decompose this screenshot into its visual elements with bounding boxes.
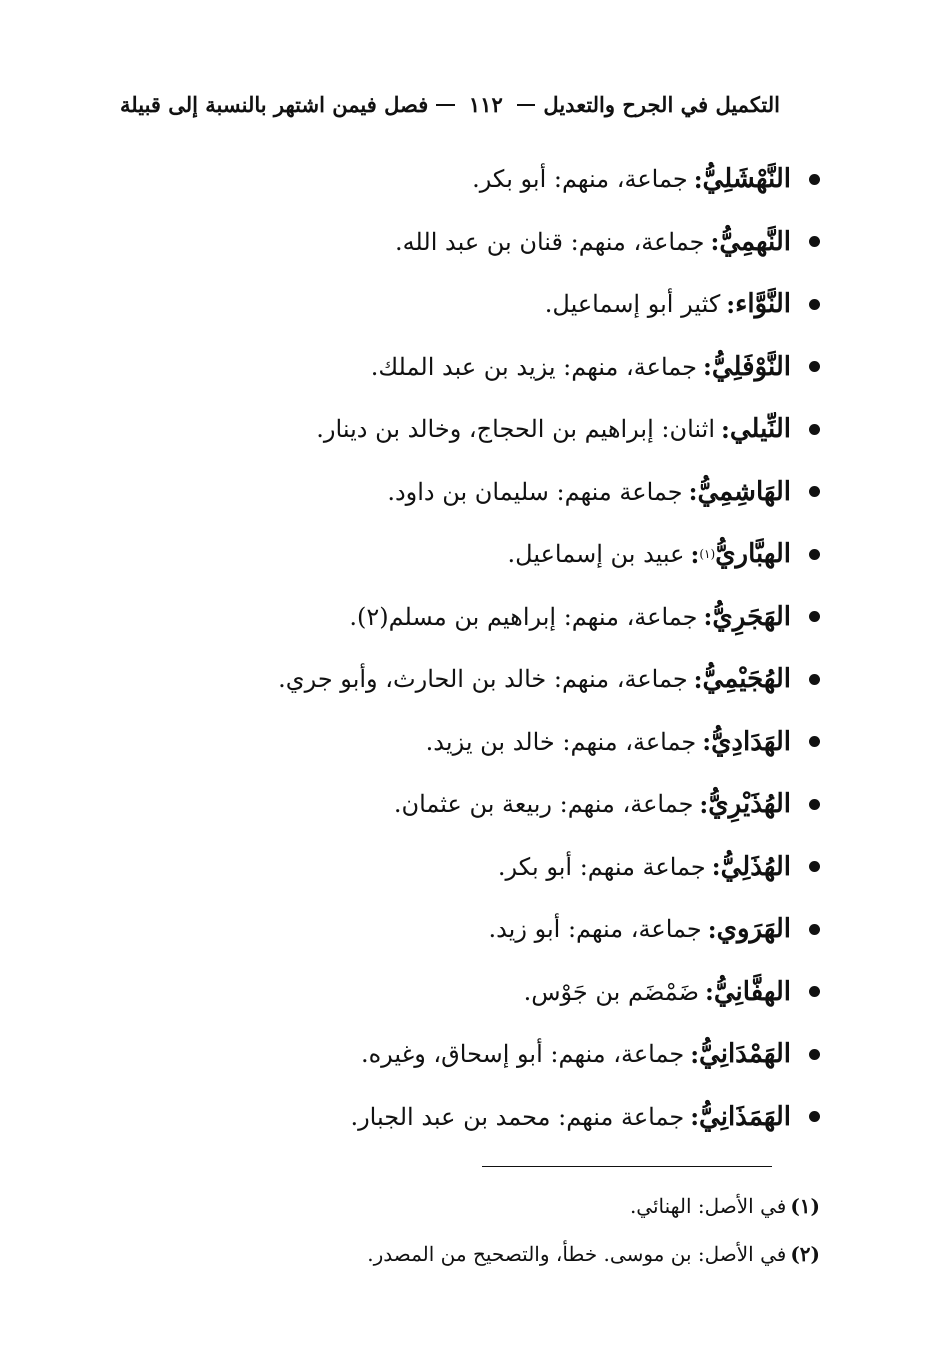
entry-term: الهُذَلِيُّ	[720, 851, 791, 882]
list-item: النِّيلي : اثنان: إبراهيم بن الحجاج، وخالد بن دينار.	[150, 398, 820, 461]
entry-description: عبيد بن إسماعيل.	[507, 540, 685, 569]
entry-description: جماعة، منهم: خالد بن الحارث، وأبو جري.	[278, 665, 688, 694]
entry-term: الهُذَيْرِيُّ	[708, 789, 791, 820]
bullet-icon	[809, 986, 820, 997]
entry-term: النَّهمِيُّ	[719, 226, 791, 257]
list-item: النَّهْشَلِيُّ : جماعة، منهم: أبو بكر.	[150, 148, 820, 211]
list-item: الهَمَذَانِيُّ : جماعة منهم: محمد بن عبد الجبار.	[150, 1086, 820, 1149]
running-header	[120, 92, 780, 117]
footnote-text: في الأصل: بن موسى. خطأ، والتصحيح من المصدر.	[367, 1242, 787, 1266]
entry-term: الهبَّاريُّ	[715, 539, 791, 570]
entry-list	[150, 148, 820, 1148]
list-item: النَّوَّاء : كثير أبو إسماعيل.	[150, 273, 820, 336]
section-title: فصل فيمن اشتهر بالنسبة إلى قبيلة	[120, 92, 429, 117]
bullet-icon	[809, 674, 820, 685]
entry-description: جماعة منهم: سليمان بن داود.	[387, 477, 683, 506]
bullet-icon	[809, 736, 820, 747]
header-dash	[436, 104, 455, 106]
entry-term: الهُجَيْمِيُّ	[702, 664, 791, 695]
entry-term: النَّوْفَلِيُّ	[711, 351, 791, 382]
list-item: الهُذَلِيُّ : جماعة منهم: أبو بكر.	[150, 836, 820, 899]
bullet-icon	[809, 174, 820, 185]
footnote-marker: (١)	[699, 547, 716, 562]
list-item: الهبَّاريُّ (١) : عبيد بن إسماعيل.	[150, 523, 820, 586]
footnote-text: في الأصل: الهنائي.	[629, 1194, 787, 1218]
bullet-icon	[809, 361, 820, 372]
footnote-number: (١)	[790, 1194, 820, 1218]
entry-description: جماعة، منهم: يزيد بن عبد الملك.	[370, 352, 697, 381]
bullet-icon	[809, 924, 820, 935]
entry-term: الهَدَادِيُّ	[711, 726, 791, 757]
bullet-icon	[809, 1111, 820, 1122]
entry-description: اثنان: إبراهيم بن الحجاج، وخالد بن دينار.	[316, 415, 716, 444]
entry-term: الهفَّانِيُّ	[713, 976, 791, 1007]
entry-description: ضَمْضَم بن جَوْس.	[523, 977, 700, 1006]
list-item: الهفَّانِيُّ : ضَمْضَم بن جَوْس.	[150, 961, 820, 1024]
entry-description: جماعة، منهم: أبو بكر.	[472, 165, 688, 194]
entry-term: الهَمْدَانِيُّ	[699, 1039, 791, 1070]
list-item: الهَدَادِيُّ : جماعة، منهم: خالد بن يزيد.	[150, 711, 820, 774]
footnote	[300, 1230, 820, 1278]
bullet-icon	[809, 861, 820, 872]
bullet-icon	[809, 1049, 820, 1060]
entry-description: جماعة، منهم: قنان بن عبد الله.	[394, 227, 705, 256]
entry-term: الهَمَذَانِيُّ	[699, 1101, 791, 1132]
list-item: الهُجَيْمِيُّ : جماعة، منهم: خالد بن الحارث، وأبو جري.	[150, 648, 820, 711]
list-item: الهَرَوي : جماعة، منهم: أبو زيد.	[150, 898, 820, 961]
list-item: النَّهمِيُّ : جماعة، منهم: قنان بن عبد الله.	[150, 211, 820, 274]
bullet-icon	[809, 799, 820, 810]
list-item: الهَجَرِيُّ : جماعة، منهم: إبراهيم بن مسلم(٢).	[150, 586, 820, 649]
bullet-icon	[809, 424, 820, 435]
entry-description: جماعة، منهم: إبراهيم بن مسلم(٢).	[349, 602, 698, 631]
book-title: التكميل في الجرح والتعديل	[543, 92, 780, 117]
bullet-icon	[809, 611, 820, 622]
list-item: الهُذَيْرِيُّ : جماعة، منهم: ربيعة بن عثمان.	[150, 773, 820, 836]
entry-term: الهَجَرِيُّ	[712, 601, 791, 632]
bullet-icon	[809, 486, 820, 497]
list-item: الهَمْدَانِيُّ : جماعة، منهم: أبو إسحاق، وغيره.	[150, 1023, 820, 1086]
footnotes	[300, 1182, 820, 1278]
entry-term: الهَرَوي	[716, 914, 791, 945]
header-dash	[517, 104, 536, 106]
bullet-icon	[809, 236, 820, 247]
bullet-icon	[809, 299, 820, 310]
footnote	[300, 1182, 820, 1230]
entry-description: جماعة منهم: أبو بكر.	[497, 852, 706, 881]
entry-description: جماعة منهم: محمد بن عبد الجبار.	[350, 1102, 685, 1131]
entry-term: النَّوَّاء	[735, 289, 791, 320]
entry-description: جماعة، منهم: خالد بن يزيد.	[425, 727, 697, 756]
entry-term: النِّيلي	[729, 414, 791, 445]
entry-term: الهَاشِمِيُّ	[697, 476, 791, 507]
entry-description: جماعة، منهم: أبو زيد.	[488, 915, 702, 944]
entry-description: كثير أبو إسماعيل.	[544, 290, 721, 319]
footnote-number: (٢)	[790, 1242, 820, 1266]
entry-description: جماعة، منهم: أبو إسحاق، وغيره.	[360, 1040, 685, 1069]
page-number: ١١٢	[468, 92, 503, 117]
list-item: الهَاشِمِيُّ : جماعة منهم: سليمان بن داود.	[150, 461, 820, 524]
entry-description: جماعة، منهم: ربيعة بن عثمان.	[393, 790, 694, 819]
list-item: النَّوْفَلِيُّ : جماعة، منهم: يزيد بن عبد الملك.	[150, 336, 820, 399]
bullet-icon	[809, 549, 820, 560]
footnote-separator	[482, 1166, 772, 1167]
entry-term: النَّهْشَلِيُّ	[702, 164, 791, 195]
